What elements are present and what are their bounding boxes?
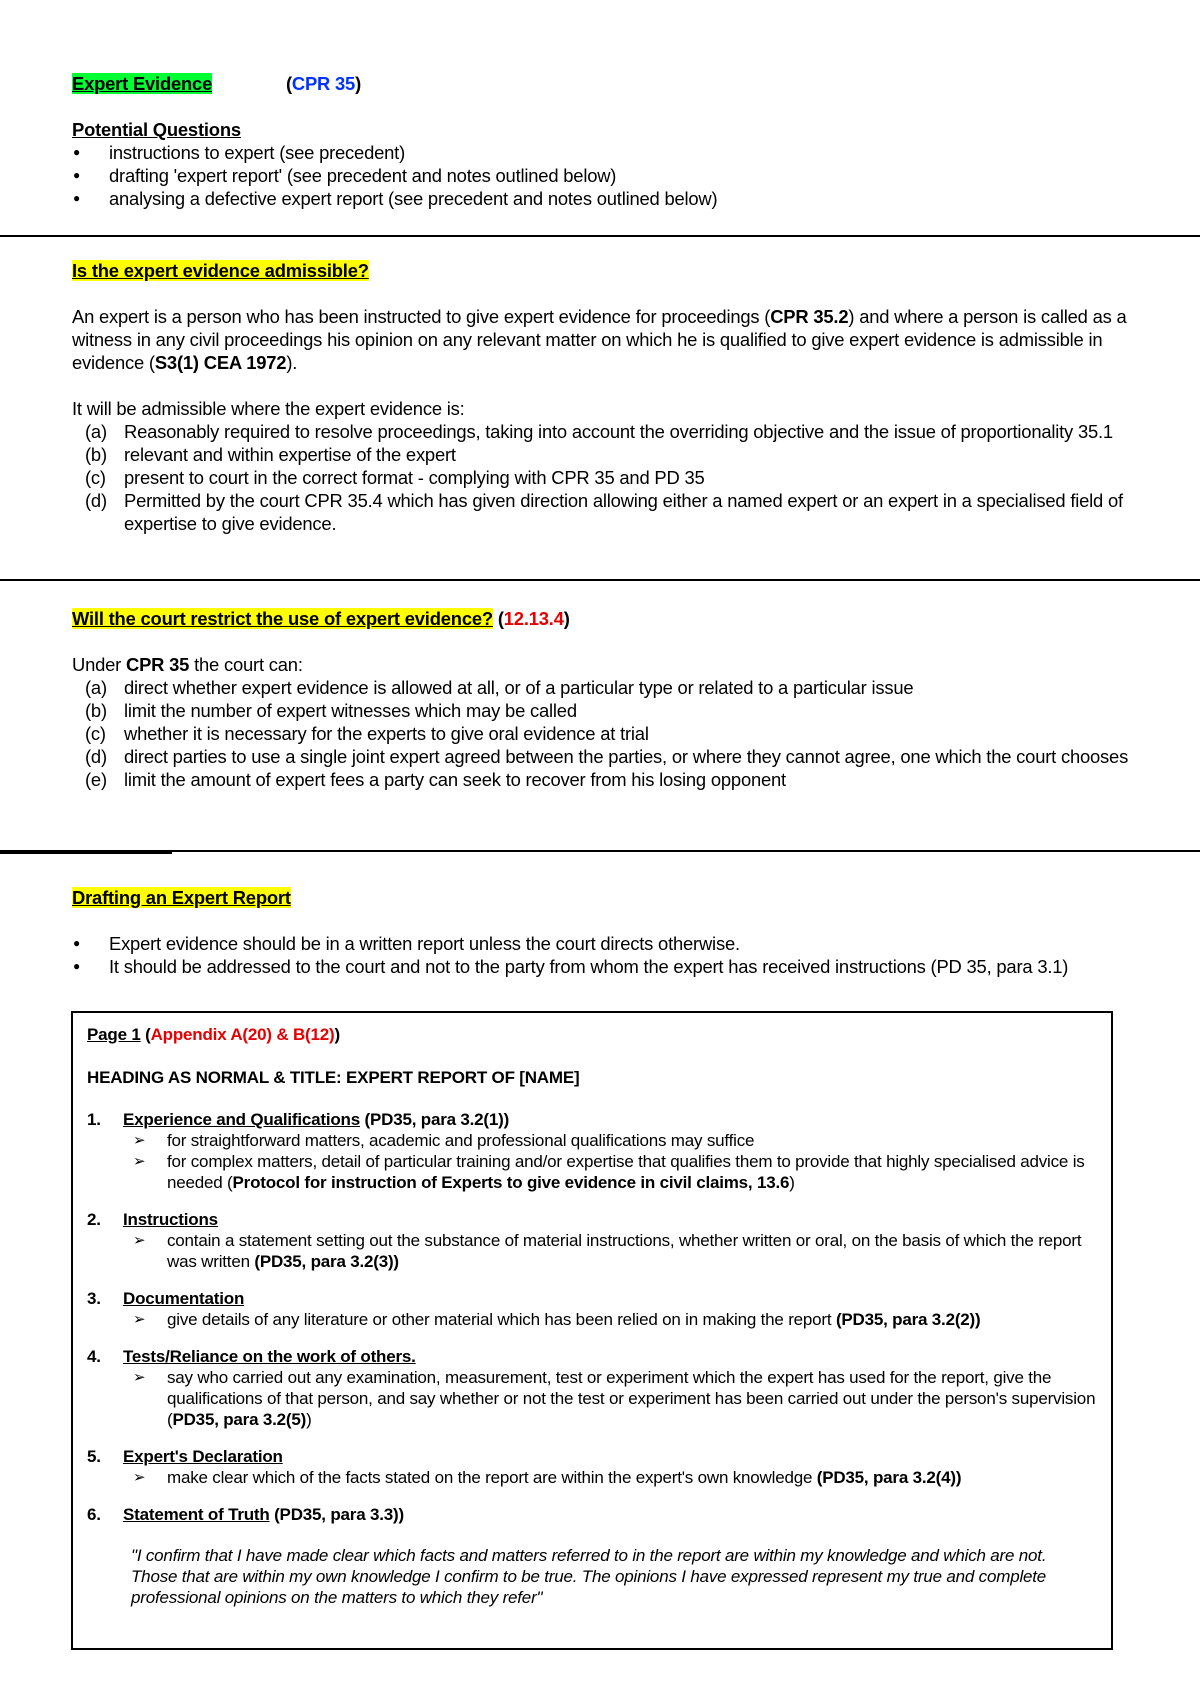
arrow-bullet-icon: ➢ xyxy=(133,1232,146,1249)
report-section xyxy=(87,1209,1097,1272)
list-item xyxy=(72,420,1132,443)
section-bullet xyxy=(123,1467,1097,1488)
item-text: relevant and within expertise of the expert xyxy=(124,444,456,465)
header-section xyxy=(72,72,1132,210)
list-item: ● Expert evidence should be in a written report unless the court directs otherwise. xyxy=(72,932,1132,955)
item-label: (b) xyxy=(85,700,107,721)
report-section xyxy=(87,1288,1097,1330)
arrow-bullet-icon: ➢ xyxy=(133,1369,146,1386)
list-item xyxy=(72,745,1132,768)
section-number: 6. xyxy=(87,1505,101,1524)
section-bullets xyxy=(123,1230,1097,1272)
ref-close: ) xyxy=(563,608,570,629)
ref-close: ) xyxy=(334,1025,340,1044)
title-ref-open: ( xyxy=(285,73,292,94)
list-item: ● drafting 'expert report' (see precedent and notes outlined below) xyxy=(72,164,1132,187)
bullet-text: contain a statement setting out the substance of material instructions, whether written or oral, on the basis of which the report was written xyxy=(167,1231,1082,1271)
intro-text: Under xyxy=(72,654,126,675)
item-text: whether it is necessary for the experts to give oral evidence at trial xyxy=(124,723,649,744)
report-section xyxy=(87,1446,1097,1488)
section-number: 2. xyxy=(87,1210,101,1229)
report-section xyxy=(87,1346,1097,1430)
potential-questions-heading: Potential Questions xyxy=(72,119,241,140)
list-item xyxy=(72,699,1132,722)
list-item xyxy=(72,443,1132,466)
item-label: (e) xyxy=(85,769,107,790)
title-line xyxy=(72,72,1132,95)
statement-of-truth xyxy=(87,1504,1097,1525)
section-spacer xyxy=(87,1330,1097,1346)
item-label: (b) xyxy=(85,444,107,465)
list-item: ● analysing a defective expert report (see precedent and notes outlined below) xyxy=(72,187,1132,210)
page-title: Expert Evidence xyxy=(72,73,213,94)
report-template-content xyxy=(87,1021,1097,1608)
drafting-heading: Drafting an Expert Report xyxy=(72,887,291,908)
page-label-line xyxy=(87,1024,1097,1045)
admissible-list xyxy=(72,420,1132,535)
admissible-heading: Is the expert evidence admissible? xyxy=(72,260,369,281)
item-label: (a) xyxy=(85,677,107,698)
section-spacer xyxy=(87,1193,1097,1209)
statement-of-truth-quote: "I confirm that I have made clear which facts and matters referred to in the report are within my knowledge and which are not. Those that are within my own knowledge I confirm to be true. The opinions I have expressed represent my true and complete professional opinions on the matters to which they refer" xyxy=(131,1546,1047,1607)
para-text: An expert is a person who has been instructed to give expert evidence for proceedings ( xyxy=(72,306,771,327)
bullet-text: for complex matters, detail of particular training and/or expertise that qualifies them to provide that highly specialised advice is needed ( xyxy=(167,1152,1085,1192)
section-bullets xyxy=(123,1309,1097,1330)
section-title: Tests/Reliance on the work of others. xyxy=(123,1347,416,1366)
section-number: 1. xyxy=(87,1110,101,1129)
section-number: 3. xyxy=(87,1289,101,1308)
page-ref: Appendix A(20) & B(12) xyxy=(150,1025,335,1044)
report-section xyxy=(87,1109,1097,1193)
section-title: Documentation xyxy=(123,1289,245,1308)
item-label: (c) xyxy=(85,723,106,744)
report-template-box xyxy=(71,1011,1113,1650)
section-bullets xyxy=(123,1367,1097,1430)
section-ref: (PD35, para 3.3)) xyxy=(269,1505,404,1524)
section-bullets xyxy=(123,1130,1097,1193)
potential-questions-list xyxy=(72,141,1132,210)
list-item xyxy=(72,722,1132,745)
list-item xyxy=(72,768,1132,791)
list-item: ● It should be addressed to the court and not to the party from whom the expert has received instructions (PD 35, para 3.1) xyxy=(72,955,1132,978)
bullet-ref: (PD35, para 3.2(4)) xyxy=(816,1468,962,1487)
admissible-paragraph xyxy=(72,305,1132,374)
section-ref: (PD35, para 3.2(1)) xyxy=(364,1110,510,1129)
section-bullet xyxy=(123,1151,1097,1193)
section-spacer xyxy=(87,1430,1097,1446)
section-number: 4. xyxy=(87,1347,101,1366)
section-spacer xyxy=(87,1272,1097,1288)
divider xyxy=(0,235,1200,237)
bullet-text: for straightforward matters, academic and professional qualifications may suffice xyxy=(167,1131,755,1150)
item-text: direct whether expert evidence is allowed at all, or of a particular type or related to a particular issue xyxy=(124,677,914,698)
section-bullet xyxy=(123,1130,1097,1151)
section-title: Instructions xyxy=(123,1210,218,1229)
item-text: limit the number of expert witnesses which may be called xyxy=(124,700,577,721)
item-label: (a) xyxy=(85,421,107,442)
ref-open: ( xyxy=(497,608,504,629)
heading-line: HEADING AS NORMAL & TITLE: EXPERT REPORT OF [NAME] xyxy=(87,1068,580,1087)
bullet-text: give details of any literature or other material which has been relied on in making the report xyxy=(167,1310,836,1329)
intro-text: the court can: xyxy=(189,654,303,675)
cpr-ref: CPR 35 xyxy=(126,654,190,675)
restrict-section xyxy=(72,607,1132,791)
restrict-list xyxy=(72,676,1132,791)
title-ref: CPR 35 xyxy=(291,73,356,94)
bullet-text: make clear which of the facts stated on the report are within the expert's own knowledge xyxy=(167,1468,817,1487)
para-text: ) and where a person is called as a witness in any civil proceedings his opinion on any relevant matter on which he is qualified to give expert evidence is admissible in evidence ( xyxy=(72,306,1127,373)
section-title: Experience and Qualifications xyxy=(123,1110,360,1129)
item-text: limit the amount of expert fees a party can seek to recover from his losing opponent xyxy=(124,769,786,790)
section-bullet xyxy=(123,1230,1097,1272)
cea-ref: S3(1) CEA 1972 xyxy=(154,352,287,373)
page-label: Page 1 xyxy=(87,1025,141,1044)
ref-open: ( xyxy=(140,1025,151,1044)
bullet-close: ) xyxy=(306,1410,312,1429)
section-title: Statement of Truth xyxy=(123,1505,270,1524)
item-label: (d) xyxy=(85,746,107,767)
list-item xyxy=(72,466,1132,489)
section-bullet xyxy=(123,1309,1097,1330)
arrow-bullet-icon: ➢ xyxy=(133,1132,146,1149)
list-item xyxy=(72,489,1132,535)
item-text: Reasonably required to resolve proceedings, taking into account the overriding objective and the issue of proportionality 35.1 xyxy=(124,421,1113,442)
list-item xyxy=(72,676,1132,699)
arrow-bullet-icon: ➢ xyxy=(133,1153,146,1170)
bullet-ref: Protocol for instruction of Experts to give evidence in civil claims, 13.6 xyxy=(232,1173,790,1192)
report-sections xyxy=(87,1109,1097,1504)
bullet-ref: PD35, para 3.2(5) xyxy=(172,1410,307,1429)
bullet-text: say who carried out any examination, measurement, test or experiment which the expert has used for the report, give the qualifications of that person, and say whether or not the test or experiment has been carried out under the person's supervision ( xyxy=(167,1368,1096,1429)
bullet-close: ) xyxy=(789,1173,795,1192)
divider-accent xyxy=(0,852,172,854)
item-text: direct parties to use a single joint expert agreed between the parties, or where they cannot agree, one which the court chooses xyxy=(124,746,1129,767)
drafting-list xyxy=(72,932,1132,978)
admissible-intro: It will be admissible where the expert evidence is: xyxy=(72,398,465,419)
item-label: (c) xyxy=(85,467,106,488)
bullet-ref: (PD35, para 3.2(3)) xyxy=(254,1252,399,1271)
drafting-section xyxy=(72,886,1132,978)
arrow-bullet-icon: ➢ xyxy=(133,1311,146,1328)
para-text: ). xyxy=(286,352,298,373)
section-title: Expert's Declaration xyxy=(123,1447,283,1466)
divider xyxy=(0,850,1200,852)
cpr-ref: CPR 35.2 xyxy=(770,306,849,327)
bullet-ref: (PD35, para 3.2(2)) xyxy=(835,1310,981,1329)
divider xyxy=(0,579,1200,581)
arrow-bullet-icon: ➢ xyxy=(133,1469,146,1486)
title-ref-close: ) xyxy=(355,73,362,94)
item-text: present to court in the correct format - complying with CPR 35 and PD 35 xyxy=(124,467,705,488)
item-text: Permitted by the court CPR 35.4 which has given direction allowing either a named expert or an expert in a specialised field of expertise to give evidence. xyxy=(124,490,1123,534)
restrict-ref: 12.13.4 xyxy=(503,608,564,629)
section-bullet xyxy=(123,1367,1097,1430)
item-label: (d) xyxy=(85,490,107,511)
restrict-intro xyxy=(72,653,1132,676)
section-spacer xyxy=(87,1488,1097,1504)
section-number: 5. xyxy=(87,1447,101,1466)
list-item: ● instructions to expert (see precedent) xyxy=(72,141,1132,164)
section-bullets xyxy=(123,1467,1097,1488)
admissible-section xyxy=(72,259,1132,535)
restrict-heading: Will the court restrict the use of expert evidence? xyxy=(72,608,493,629)
